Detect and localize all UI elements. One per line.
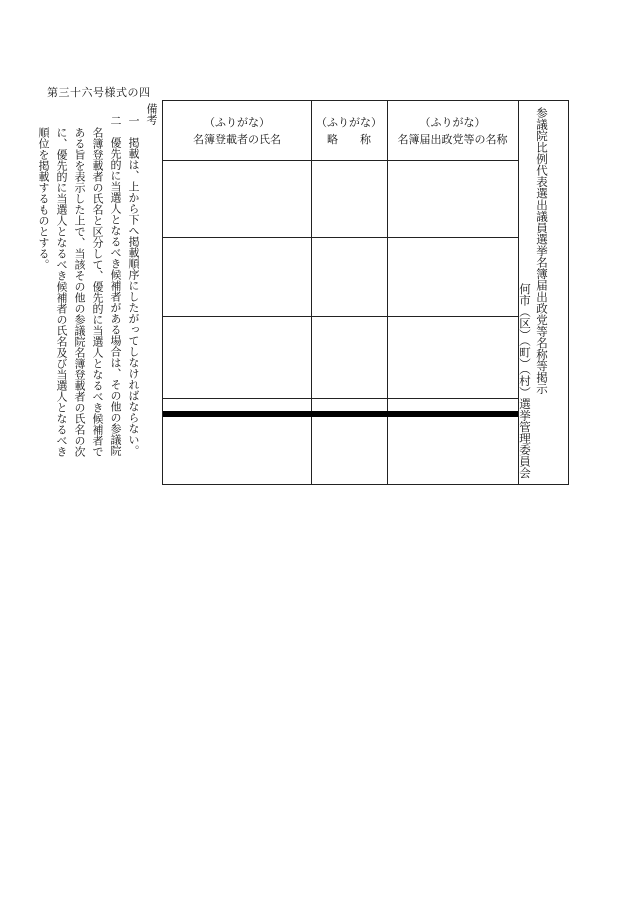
note-item-2-line: ある旨を表示した上で、当該その他の参議院名簿登載者の氏名の次 [73, 127, 86, 457]
header-label: 名簿届出政党等の名称 [397, 132, 508, 146]
note-item-2: 二 優先的に当選人となるべき候補者がある場合は、その他の参議院 [109, 115, 122, 456]
row-divider [163, 398, 518, 399]
note-item-2-line: 名簿登載者の氏名と区分して、優先的に当選人となるべき候補者で [91, 127, 104, 457]
row-divider [163, 237, 518, 238]
abbreviation-cell [312, 161, 387, 237]
note-item-2-line: 順位を掲載するものとする。 [37, 127, 50, 270]
party-name-cell [388, 161, 518, 237]
issuing-committee: 何市（区）（町）（村）選挙管理委員会 [518, 283, 532, 479]
header-candidate-name [163, 101, 311, 160]
title-column [517, 101, 568, 484]
header-kana: （ふりがな） [204, 115, 270, 129]
header-abbreviation [311, 101, 387, 160]
row-divider [163, 316, 518, 317]
priority-separator-line [163, 411, 518, 417]
posting-title: 参議院比例代表選出議員選挙名簿届出政党等名称等掲示 [535, 107, 549, 395]
note-item-2-line: に、優先的に当選人となるべき候補者の氏名及び当選人となるべき [55, 127, 68, 457]
note-item-1: 一 掲載は、上から下へ掲載順序にしたがってしなければならない。 [127, 115, 140, 456]
header-label: 略 称 [327, 132, 371, 146]
candidate-posting-table [162, 100, 569, 485]
header-kana: （ふりがな） [419, 115, 486, 129]
header-label: 名簿登載者の氏名 [193, 132, 281, 146]
candidate-name-cell [163, 161, 311, 237]
form-number: 第三十六号様式の四 [47, 86, 151, 99]
notes-heading: 備考 [145, 103, 158, 125]
header-party-name [387, 101, 518, 160]
header-kana: （ふりがな） [316, 115, 382, 129]
notes [38, 103, 160, 493]
